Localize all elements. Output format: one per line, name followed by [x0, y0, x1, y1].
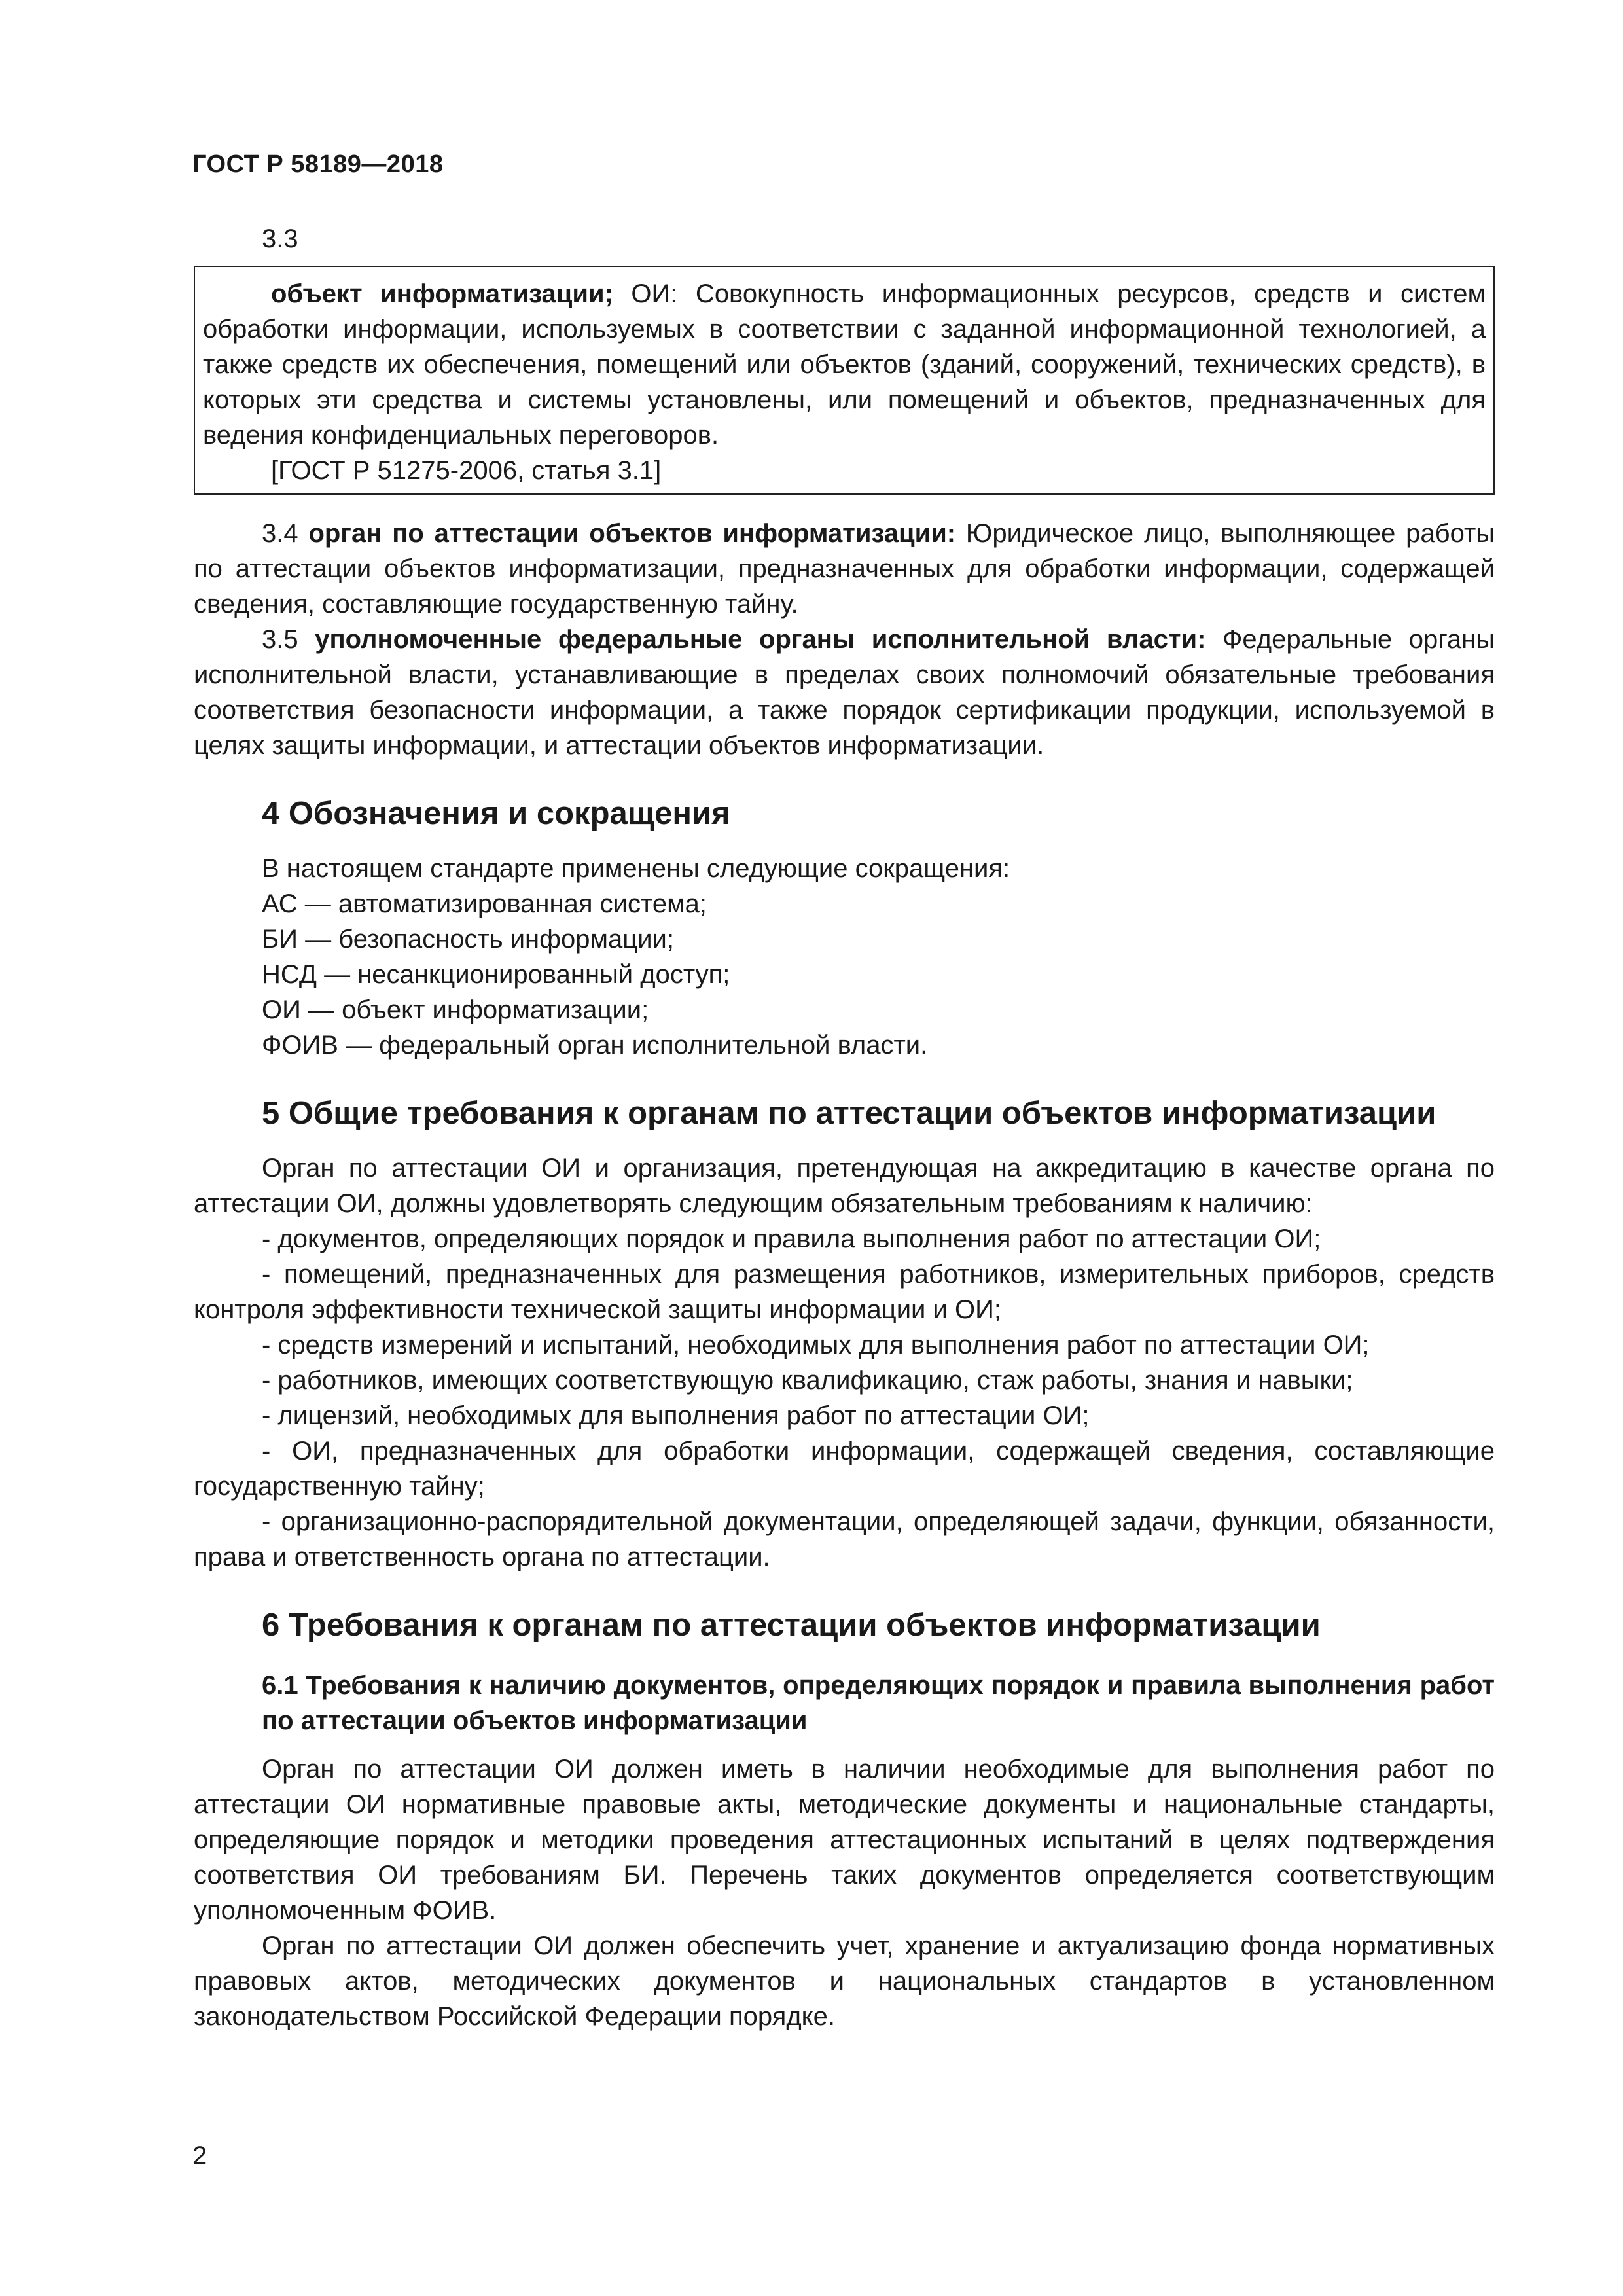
clause-3-5 [194, 622, 1495, 763]
clause-3-3-definition [203, 276, 1486, 453]
document-body [194, 221, 1495, 2034]
section-4-title: 4 Обозначения и сокращения [262, 796, 730, 831]
clause-3-3-text: ОИ: Совокупность информационных ресурсов, средств и систем обработки информации, используемых в соответствии с заданной информационной технологией, а также средств их обеспечения, помещений или объектов (зданий, сооружений, технических средств), в которых эти средства и системы установлены, или помещений и объектов, предназначенных для ведения конфиденциальных переговоров. [203, 279, 1486, 450]
requirement-item: - работников, имеющих соответствующую квалификацию, стаж работы, знания и навыки; [262, 1366, 1353, 1395]
abbrev-item: БИ — безопасность информации; [262, 925, 674, 954]
requirement-item: - лицензий, необходимых для выполнения работ по аттестации ОИ; [262, 1401, 1090, 1430]
clause-3-5-text: Федеральные органы исполнительной власти, устанавливающие в пределах своих полномочий обязательные требования соответствия безопасности информации, а также порядок сертификации продукции, используемой в целях защиты информации, и аттестации объектов информатизации. [194, 625, 1495, 760]
clause-3-3-box [194, 266, 1495, 495]
section-5-intro: Орган по аттестации ОИ и организация, претендующая на аккредитацию в качестве органа по аттестации ОИ, должны удовлетворять следующим обязательным требованиям к наличию: [194, 1154, 1495, 1218]
section-6-1-paragraph-2: Орган по аттестации ОИ должен обеспечить учет, хранение и актуализацию фонда нормативных правовых актов, методических документов и национальных стандартов в установленном законодательством Российской Федерации порядке. [194, 1931, 1495, 2031]
document-header: ГОСТ Р 58189—2018 [192, 151, 444, 178]
clause-3-3-source: [ГОСТ Р 51275-2006, статья 3.1] [271, 456, 662, 485]
section-6-1-paragraph-1: Орган по аттестации ОИ должен иметь в наличии необходимые для выполнения работ по аттестации ОИ нормативные правовые акты, методические документы и национальные стандарты, определяющие порядок и методики проведения аттестационных испытаний в целях подтверждения соответствия ОИ требованиям БИ. Перечень таких документов определяется соответствующим уполномоченным ФОИВ. [194, 1755, 1495, 1925]
clause-3-4-term: орган по аттестации объектов информатизации: [308, 519, 956, 548]
abbrev-item: АС — автоматизированная система; [262, 889, 707, 918]
clause-3-3-term: объект информатизации; [271, 279, 613, 308]
section-6-title: 6 Требования к органам по аттестации объектов информатизации [262, 1607, 1321, 1643]
requirement-item: - средств измерений и испытаний, необходимых для выполнения работ по аттестации ОИ; [262, 1331, 1370, 1359]
subsection-6-1-title: 6.1 Требования к наличию документов, определяющих порядок и правила выполнения работ по аттестации объектов информатизации [262, 1671, 1495, 1735]
requirement-item: - организационно-распорядительной документации, определяющей задачи, функции, обязанности, права и ответственность органа по аттестации. [194, 1507, 1495, 1571]
requirement-item: - ОИ, предназначенных для обработки информации, содержащей сведения, составляющие государственную тайну; [194, 1437, 1495, 1501]
requirement-item: - документов, определяющих порядок и правила выполнения работ по аттестации ОИ; [262, 1225, 1321, 1253]
clause-3-4-number: 3.4 [262, 519, 309, 548]
abbrev-item: НСД — несанкционированный доступ; [262, 960, 730, 989]
clause-3-5-number: 3.5 [262, 625, 315, 654]
clause-3-3-number: 3.3 [262, 224, 298, 253]
clause-3-5-term: уполномоченные федеральные органы исполнительной власти: [315, 625, 1206, 654]
requirement-item: - помещений, предназначенных для размещения работников, измерительных приборов, средств контроля эффективности технической защиты информации и ОИ; [194, 1260, 1495, 1324]
clause-3-4-text: Юридическое лицо, выполняющее работы по аттестации объектов информатизации, предназначенных для обработки информации, содержащей сведения, составляющие государственную тайну. [194, 519, 1495, 619]
abbrev-item: ФОИВ — федеральный орган исполнительной власти. [262, 1031, 928, 1060]
section-5-title: 5 Общие требования к органам по аттестации объектов информатизации [262, 1096, 1436, 1131]
page-number: 2 [192, 2142, 207, 2170]
section-4-intro: В настоящем стандарте применены следующие сокращения: [262, 854, 1010, 883]
abbrev-item: ОИ — объект информатизации; [262, 996, 649, 1024]
clause-3-4 [194, 516, 1495, 622]
